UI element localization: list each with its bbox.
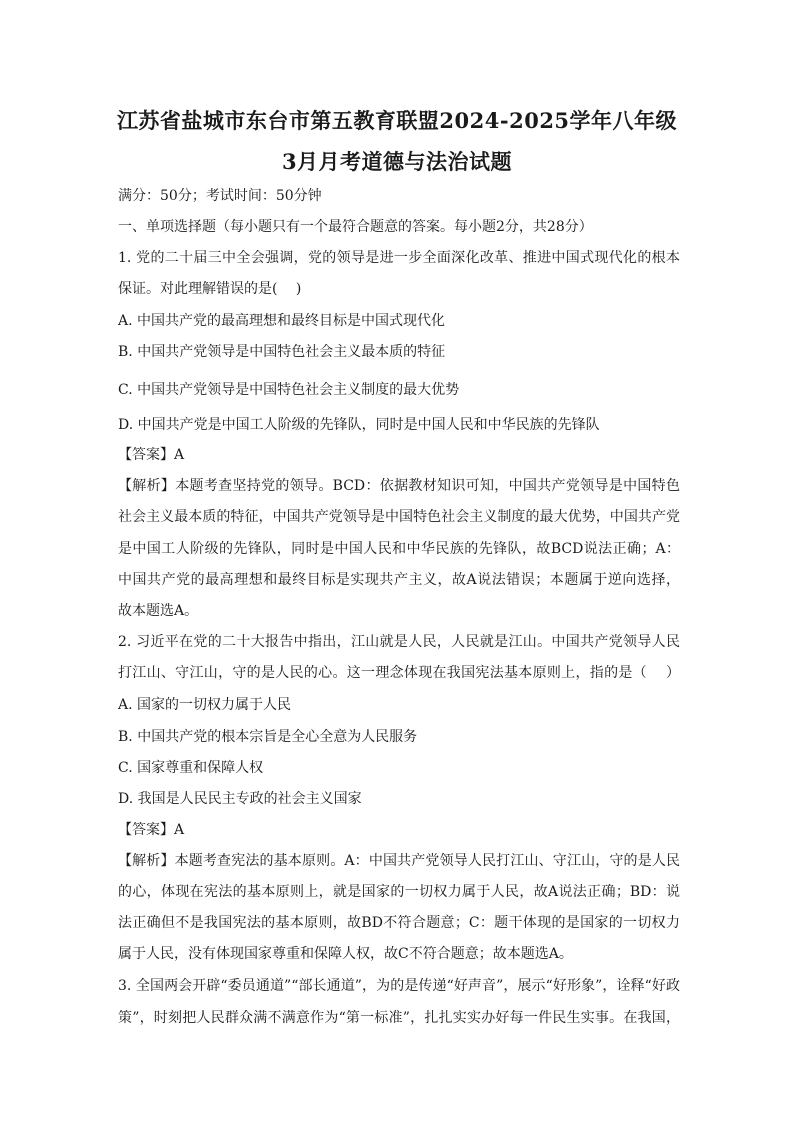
q1-analysis-line-4: 中国共产党的最高理想和最终目标是实现共产主义，故A说法错误；本题属于逆向选择，: [118, 572, 680, 588]
q2-option-c: C. 国家尊重和保障人权: [118, 760, 264, 776]
section-heading: 一、单项选择题（每小题只有一个最符合题意的答案。每小题2分，共28分）: [118, 219, 593, 235]
q1-option-b: B. 中国共产党领导是中国特色社会主义最本质的特征: [118, 344, 446, 360]
q1-stem-line-2: 保证。对此理解错误的是( ): [118, 281, 302, 297]
document-title-line-2: 3月月考道德与法治试题: [281, 149, 513, 174]
q1-analysis-line-3: 是中国工人阶级的先锋队，同时是中国人民和中华民族的先锋队，故BCD说法正确；A：: [118, 541, 680, 557]
document-title-line-1: 江苏省盐城市东台市第五教育联盟2024-2025学年八年级: [116, 108, 678, 133]
q2-option-d: D. 我国是人民民主专政的社会主义国家: [118, 791, 362, 807]
q2-analysis-line-4: 属于人民，没有体现国家尊重和保障人权，故C不符合题意；故本题选A。: [118, 946, 573, 962]
q2-answer: 【答案】A: [118, 822, 185, 838]
q1-analysis-line-2: 社会主义最本质的特征，中国共产党领导是中国特色社会主义制度的最大优势，中国共产党: [118, 509, 680, 525]
q2-stem-line-1: 2. 习近平在党的二十大报告中指出，江山就是人民，人民就是江山。中国共产党领导人民: [118, 634, 680, 650]
exam-meta: 满分：50分；考试时间：50分钟: [118, 188, 322, 204]
q3-stem-line-2: 策”，时刻把人民群众满不满意作为“第一标准”，扎扎实实办好每一件民生实事。在我国，: [118, 1010, 680, 1026]
q1-answer: 【答案】A: [118, 447, 185, 463]
q1-option-c: C. 中国共产党领导是中国特色社会主义制度的最大优势: [118, 382, 460, 398]
q2-analysis-line-2: 的心，体现在宪法的基本原则上，就是国家的一切权力属于人民，故A说法正确；BD：说: [118, 884, 680, 900]
q1-option-d: D. 中国共产党是中国工人阶级的先锋队，同时是中国人民和中华民族的先锋队: [118, 417, 600, 433]
q1-analysis-line-1: 【解析】本题考查坚持党的领导。BCD：依据教材知识可知，中国共产党领导是中国特色: [118, 478, 680, 494]
q1-option-a: A. 中国共产党的最高理想和最终目标是中国式现代化: [118, 313, 446, 329]
q2-option-a: A. 国家的一切权力属于人民: [118, 697, 292, 713]
q1-stem-line-1: 1. 党的二十届三中全会强调，党的领导是进一步全面深化改革、推进中国式现代化的根本: [118, 250, 680, 266]
q2-analysis-line-1: 【解析】本题考查宪法的基本原则。A：中国共产党领导人民打江山、守江山，守的是人民: [118, 853, 680, 869]
q1-analysis-line-5: 故本题选A。: [118, 603, 199, 619]
q2-stem-line-2: 打江山、守江山，守的是人民的心。这一理念体现在我国宪法基本原则上，指的是（ ）: [118, 665, 680, 681]
q3-stem-line-1: 3. 全国两会开辟“委员通道”“部长通道”，为的是传递“好声音”，展示“好形象”，诠释“好政: [118, 978, 680, 994]
q2-option-b: B. 中国共产党的根本宗旨是全心全意为人民服务: [118, 729, 418, 745]
q2-analysis-line-3: 法正确但不是我国宪法的基本原则，故BD不符合题意；C：题干体现的是国家的一切权力: [118, 915, 680, 931]
